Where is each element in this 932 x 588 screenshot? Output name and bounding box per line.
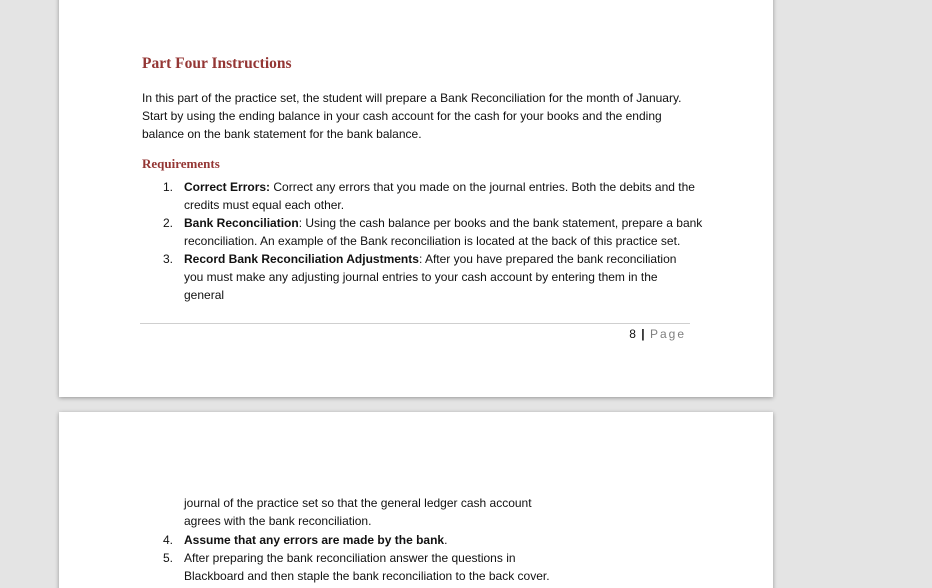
list-item <box>163 549 564 585</box>
list-item-text: : After you have prepared the bank reconciliation you must make any adjusting journal entries to your cash account by entering them in the general <box>184 252 677 302</box>
list-item-title: Record Bank Reconciliation Adjustments <box>184 252 419 266</box>
list-item <box>163 178 704 214</box>
list-item-title: Bank Reconciliation <box>184 216 299 230</box>
page-label: Page <box>649 327 686 341</box>
document-page-8 <box>59 0 773 397</box>
list-item-title: Correct Errors: <box>184 180 271 194</box>
list-item-number: 1. <box>163 180 174 194</box>
list-item <box>163 214 704 250</box>
list-item-text: : Using the cash balance per books and the bank statement, prepare a bank reconciliation. An example of the Bank reconciliation is located at the back of this practice set. <box>184 216 703 248</box>
page-number: 8 <box>629 327 636 341</box>
intro-paragraph: In this part of the practice set, the student will prepare a Bank Reconciliation for the month of January. Start by using the ending balance in your cash account for the cash for your books and the ending balance on the bank statement for the bank balance. <box>142 91 682 141</box>
list-item-text: . <box>444 533 448 547</box>
list-item <box>163 250 694 304</box>
document-page-9 <box>59 412 773 588</box>
section-heading: Part Four Instructions <box>142 55 292 72</box>
list-item-number: 3. <box>163 252 174 266</box>
list-item-number: 4. <box>163 533 174 547</box>
continuation-text: journal of the practice set so that the general ledger cash account agrees with the bank reconciliation. <box>184 496 532 528</box>
list-item-title: Assume that any errors are made by the bank <box>184 533 445 547</box>
list-item <box>163 531 704 549</box>
list-item-text: Correct any errors that you made on the journal entries. Both the debits and the credits must equal each other. <box>184 180 695 212</box>
list-item-number: 5. <box>163 551 174 565</box>
list-item-text: After preparing the bank reconciliation answer the questions in Blackboard and then staple the bank reconciliation to the back cover. <box>184 551 550 583</box>
list-item-continuation <box>184 494 544 530</box>
list-item-number: 2. <box>163 216 174 230</box>
footer-divider <box>140 323 690 324</box>
footer-separator: | <box>641 327 645 341</box>
page-footer <box>629 327 686 341</box>
requirements-heading: Requirements <box>142 156 220 171</box>
